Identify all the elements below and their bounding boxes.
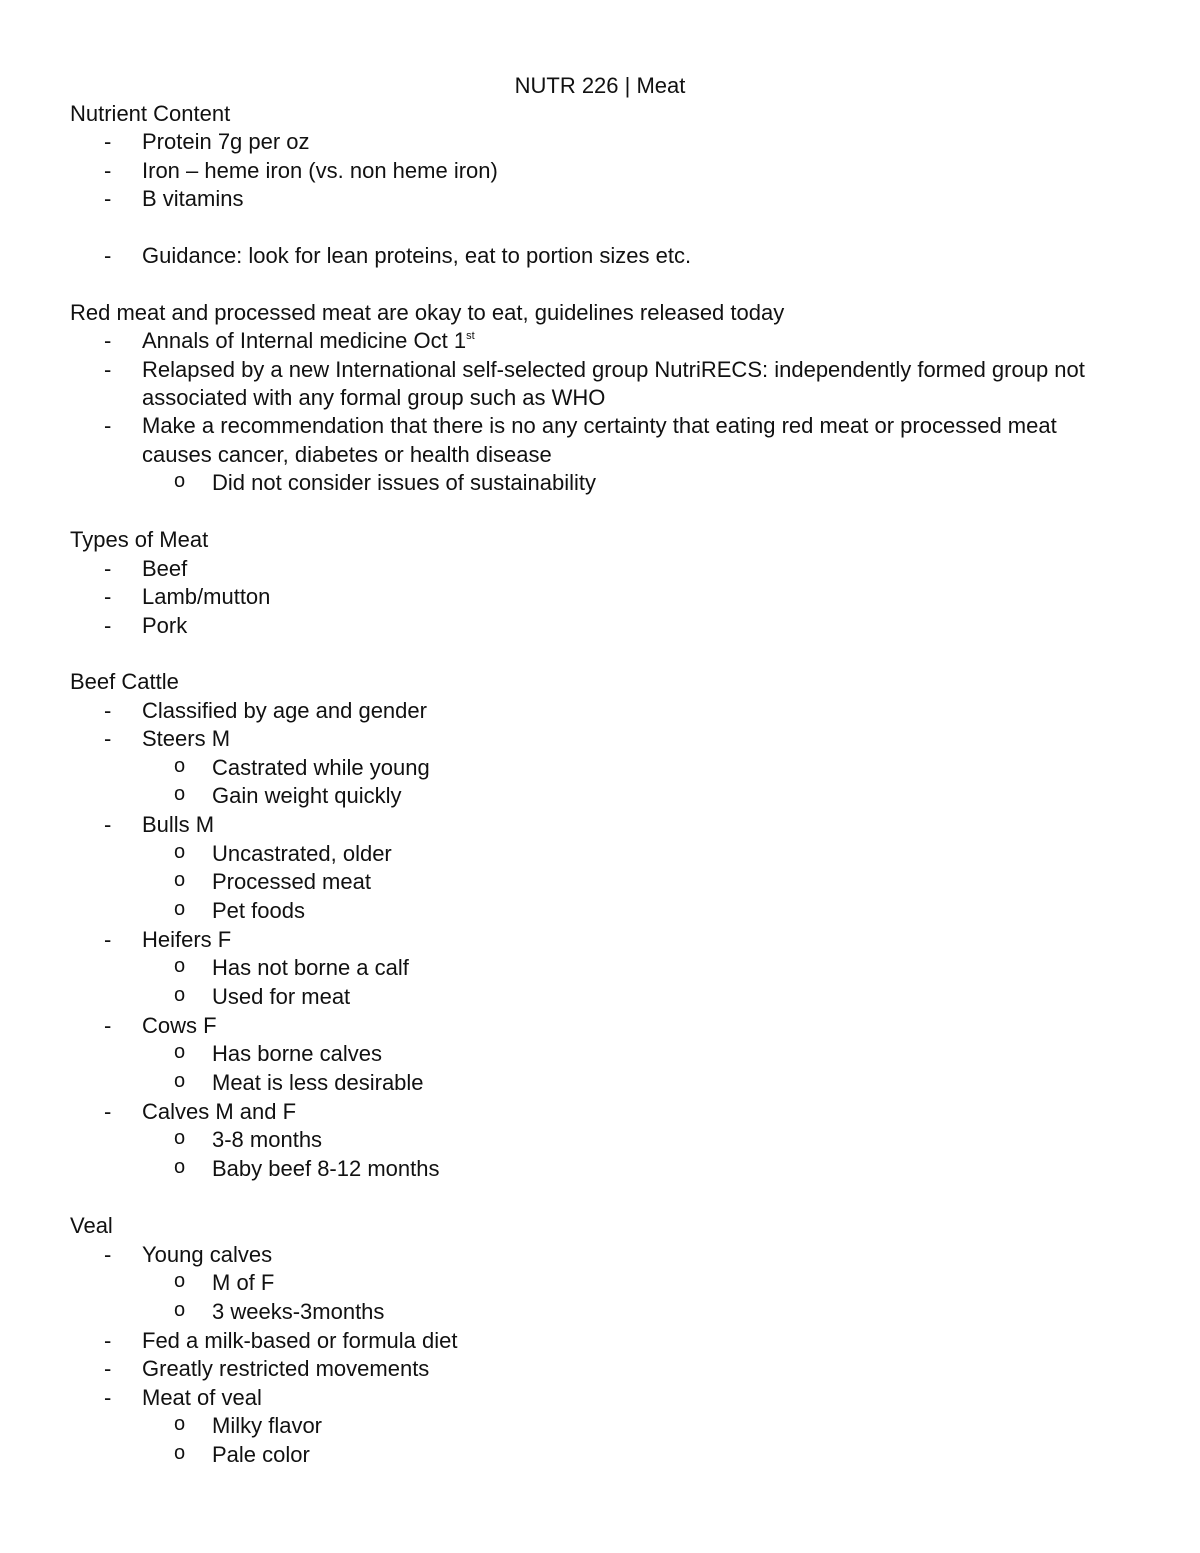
circle-bullet: o (174, 955, 186, 978)
list-item-text: Beef (142, 555, 188, 581)
circle-bullet: o (174, 1041, 186, 1064)
list-item-text: Relapsed by a new International self-selected group NutriRECS: independently formed group not associated with any formal group such as WHO (142, 356, 1085, 411)
circle-bullet: o (174, 1127, 186, 1150)
sub-list-item-text: Baby beef 8-12 months (212, 1156, 440, 1182)
list-item (70, 583, 1130, 611)
circle-bullet: o (174, 470, 186, 493)
dash-bullet: - (104, 243, 112, 269)
section-heading-red-meat: Red meat and processed meat are okay to eat, guidelines released today (70, 299, 785, 325)
list-item (70, 926, 1130, 954)
list-item (70, 1384, 1130, 1412)
section-heading-veal: Veal (70, 1213, 113, 1239)
sub-list-item-text: Has borne calves (212, 1041, 382, 1067)
sub-list-item-text: Milky flavor (212, 1413, 323, 1439)
section-heading-types-of-meat: Types of Meat (70, 527, 209, 553)
dash-bullet: - (104, 129, 112, 155)
sub-list-item-text: Processed meat (212, 869, 371, 895)
sub-list-item (70, 1126, 1130, 1155)
dash-bullet: - (104, 413, 112, 439)
list-item (70, 327, 1130, 355)
list-item-text: Classified by age and gender (142, 697, 427, 723)
notes-body (70, 100, 1130, 1470)
section-heading-nutrient-content: Nutrient Content (70, 101, 231, 126)
dash-bullet: - (104, 555, 112, 581)
sub-list-item (70, 897, 1130, 926)
list-item (70, 356, 1130, 413)
dash-bullet: - (104, 1356, 112, 1382)
list-item-text: Steers M (142, 726, 231, 752)
list-item (70, 725, 1130, 753)
list-item-text: Bulls M (142, 812, 215, 838)
section-heading-beef-cattle: Beef Cattle (70, 669, 179, 695)
circle-bullet: o (174, 1299, 186, 1322)
sub-list-item-text: Did not consider issues of sustainability (212, 470, 596, 496)
sub-list-item (70, 1298, 1130, 1327)
list-item-text: Guidance: look for lean proteins, eat to portion sizes etc. (142, 243, 692, 269)
sub-list-item (70, 1040, 1130, 1069)
document-title: NUTR 226 | Meat (514, 73, 686, 98)
dash-bullet: - (104, 1241, 112, 1267)
sub-list-item (70, 782, 1130, 811)
sub-list-item (70, 840, 1130, 869)
sub-list-item (70, 1441, 1130, 1470)
list-item (70, 157, 1130, 185)
circle-bullet: o (174, 840, 186, 863)
sub-list-item-text: Has not borne a calf (212, 955, 409, 981)
sub-list-item (70, 754, 1130, 783)
sub-list-item-text: Pet foods (212, 898, 305, 924)
dash-bullet: - (104, 697, 112, 723)
list-item (70, 185, 1130, 213)
dash-bullet: - (104, 726, 112, 752)
list-item (70, 1241, 1130, 1269)
circle-bullet: o (174, 898, 186, 921)
sub-list-item-text: Gain weight quickly (212, 783, 402, 809)
dash-bullet: - (104, 927, 112, 953)
list-item (70, 811, 1130, 839)
dash-bullet: - (104, 186, 112, 212)
list-item (70, 128, 1130, 156)
list-item-text: Young calves (142, 1241, 273, 1267)
sub-list-item-text: M of F (212, 1270, 275, 1296)
list-item (70, 1355, 1130, 1383)
circle-bullet: o (174, 1441, 186, 1464)
list-item (70, 555, 1130, 583)
sub-list-item (70, 1155, 1130, 1184)
list-item (70, 697, 1130, 725)
dash-bullet: - (104, 356, 112, 382)
list-item-text: Make a recommendation that there is no any certainty that eating red meat or processed meat causes cancer, diabetes or health disease (142, 413, 1057, 467)
superscript-ordinal: st (466, 330, 475, 343)
sub-list-item-text: Castrated while young (212, 754, 430, 780)
sub-list-item-text: 3 weeks-3months (212, 1299, 385, 1325)
circle-bullet: o (174, 754, 186, 777)
sub-list-item (70, 1412, 1130, 1441)
sub-list-item (70, 983, 1130, 1012)
circle-bullet: o (174, 1413, 186, 1436)
dash-bullet: - (104, 1099, 112, 1125)
sub-list-item (70, 1269, 1130, 1298)
circle-bullet: o (174, 1156, 186, 1179)
list-item-text: Cows F (142, 1013, 217, 1039)
list-item-text: Protein 7g per oz (142, 129, 310, 155)
circle-bullet: o (174, 1070, 186, 1093)
dash-bullet: - (104, 1013, 112, 1039)
list-item (70, 1012, 1130, 1040)
circle-bullet: o (174, 783, 186, 806)
list-item (70, 1327, 1130, 1355)
dash-bullet: - (104, 1327, 112, 1353)
list-item-text: Heifers F (142, 927, 232, 953)
list-item (70, 412, 1130, 469)
circle-bullet: o (174, 984, 186, 1007)
sub-list-item-text: 3-8 months (212, 1127, 323, 1153)
list-item-text: Lamb/mutton (142, 584, 271, 610)
list-item-text: Pork (142, 612, 188, 638)
list-item (70, 1098, 1130, 1126)
dash-bullet: - (104, 812, 112, 838)
list-item-text: B vitamins (142, 186, 244, 212)
list-item (70, 242, 1130, 270)
circle-bullet: o (174, 869, 186, 892)
list-item-text: Fed a milk-based or formula diet (142, 1327, 458, 1353)
circle-bullet: o (174, 1270, 186, 1293)
sub-list-item-text: Uncastrated, older (212, 840, 392, 866)
dash-bullet: - (104, 157, 112, 183)
sub-list-item (70, 868, 1130, 897)
sub-list-item-text: Used for meat (212, 984, 351, 1010)
list-item-text: Calves M and F (142, 1099, 297, 1125)
sub-list-item (70, 469, 1130, 498)
list-item-text: Meat of veal (142, 1384, 262, 1410)
sub-list-item (70, 954, 1130, 983)
list-item-text: Greatly restricted movements (142, 1356, 430, 1382)
dash-bullet: - (104, 584, 112, 610)
list-item-text: Iron – heme iron (vs. non heme iron) (142, 157, 498, 183)
sub-list-item-text: Pale color (212, 1441, 310, 1467)
dash-bullet: - (104, 1384, 112, 1410)
dash-bullet: - (104, 328, 112, 354)
list-item-text: Annals of Internal medicine Oct 1 (142, 328, 467, 354)
dash-bullet: - (104, 612, 112, 638)
list-item (70, 612, 1130, 640)
sub-list-item-text: Meat is less desirable (212, 1070, 424, 1096)
sub-list-item (70, 1069, 1130, 1098)
